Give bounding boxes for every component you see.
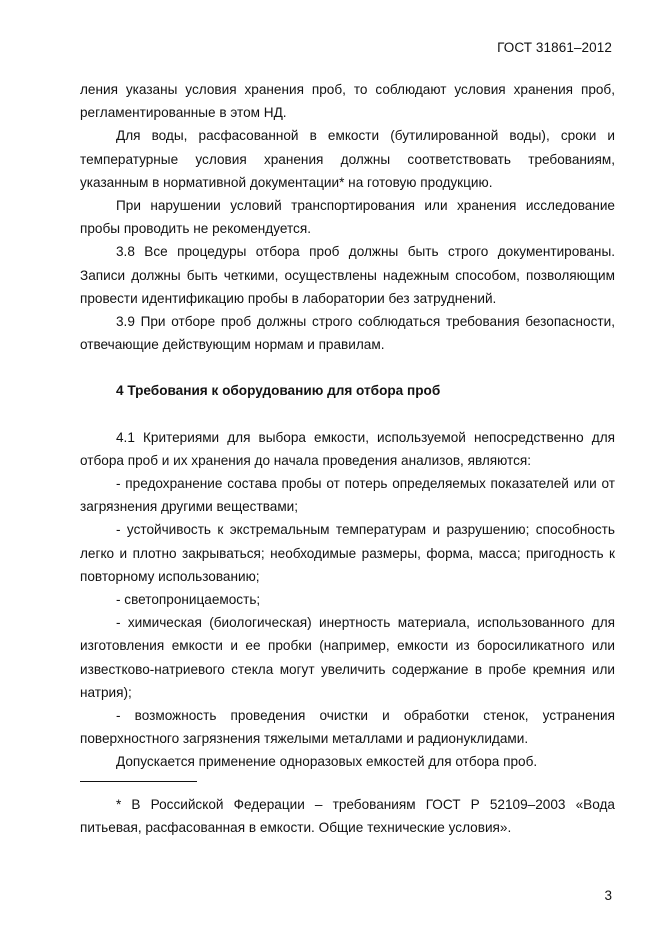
paragraph-violation: При нарушении условий транспортирования или хранения исследование пробы проводить не рекомендуется.	[80, 198, 615, 237]
list-item-light: - светопроницаемость;	[116, 592, 261, 608]
list-item-resistance: - устойчивость к экстремальным температурам и разрушению; способность легко и плотно закрываться; необходимые размеры, форма, масса; пригодность к повторному использованию;	[80, 522, 615, 584]
document-body	[80, 78, 615, 774]
standard-code-header: ГОСТ 31861–2012	[497, 40, 612, 55]
paragraph-bottled-water: Для воды, расфасованной в емкости (бутилированной воды), сроки и температурные условия хранения должны соответствовать требованиям, указанным в нормативной документации* на готовую продукцию.	[80, 128, 615, 190]
list-item-preservation: - предохранение состава пробы от потерь определяемых показателей или от загрязнения другими веществами;	[80, 476, 615, 515]
footnote-text: * В Российской Федерации – требованиям ГОСТ Р 52109–2003 «Вода питьевая, расфасованная в емкости. Общие технические условия».	[80, 797, 615, 836]
list-item-cleaning: - возможность проведения очистки и обработки стенок, устранения поверхностного загрязнения тяжелыми металлами и радионуклидами.	[80, 708, 615, 747]
section-heading-4: 4 Требования к оборудованию для отбора проб	[116, 383, 441, 399]
page-number: 3	[604, 888, 612, 903]
paragraph-disposable: Допускается применение одноразовых емкостей для отбора проб.	[116, 754, 538, 770]
paragraph-storage-conditions: ления указаны условия хранения проб, то соблюдают условия хранения проб, регламентированные в этом НД.	[80, 82, 615, 121]
list-item-inertness: - химическая (биологическая) инертность материала, использованного для изготовления емкости и ее пробки (например, емкости из боросиликатного или известково-натриевого стекла могут увеличить содержание в пробе кремния или натрия);	[80, 615, 615, 700]
paragraph-4-1: 4.1 Критериями для выбора емкости, используемой непосредственно для отбора проб и их хранения до начала проведения анализов, являются:	[80, 429, 615, 468]
footnote-divider	[80, 781, 197, 782]
paragraph-3-8: 3.8 Все процедуры отбора проб должны быть строго документированы. Записи должны быть четкими, осуществлены надежным способом, позволяющим провести идентификацию пробы в лаборатории без затруднений.	[80, 244, 615, 306]
paragraph-3-9: 3.9 При отборе проб должны строго соблюдаться требования безопасности, отвечающие действующим нормам и правилам.	[80, 314, 615, 353]
